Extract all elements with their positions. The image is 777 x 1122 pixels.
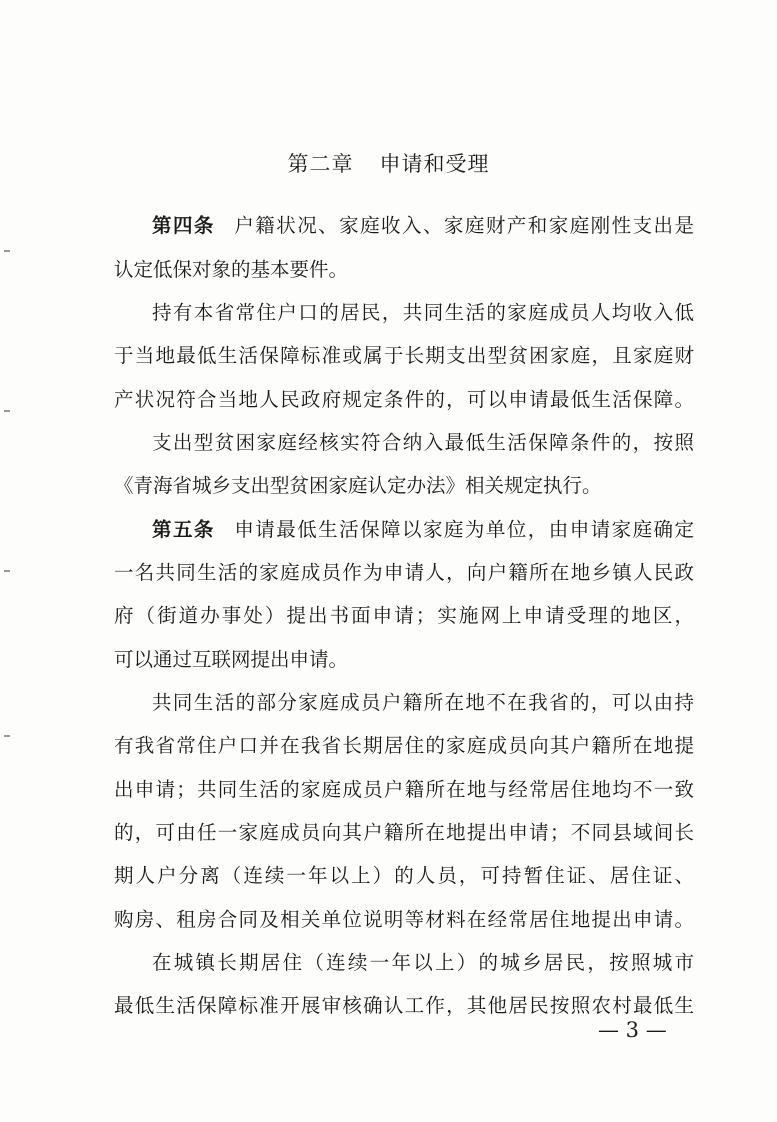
- scan-mark: [4, 735, 10, 737]
- paragraph-line: 府（街道办事处）提出书面申请；实施网上申请受理的地区，: [114, 604, 694, 627]
- page-number: — 3 —: [598, 1018, 667, 1042]
- article-4-label: 第四条: [152, 214, 215, 237]
- paragraph-line: 持有本省常住户口的居民，共同生活的家庭成员人均收入低: [152, 301, 694, 324]
- paragraph-line: 有我省常住户口并在我省长期居住的家庭成员向其户籍所在地提: [114, 734, 694, 757]
- paragraph-line: 期人户分离（连续一年以上）的人员，可持暂住证、居住证、: [114, 864, 694, 887]
- paragraph-line: 共同生活的部分家庭成员户籍所在地不在我省的，可以由持: [152, 691, 694, 714]
- paragraph-line: 一名共同生活的家庭成员作为申请人，向户籍所在地乡镇人民政: [114, 561, 694, 584]
- article-5-line-1: 第五条 申请最低生活保障以家庭为单位，由申请家庭确定: [152, 518, 694, 541]
- article-5-label: 第五条: [152, 518, 215, 541]
- chapter-name: 申请和受理: [379, 152, 490, 176]
- paragraph-line: 在城镇长期居住（连续一年以上）的城乡居民，按照城市: [152, 951, 694, 974]
- scan-mark: [4, 250, 10, 252]
- paragraph-line: 支出型贫困家庭经核实符合纳入最低生活保障条件的，按照: [152, 431, 694, 454]
- paragraph-line: 最低生活保障标准开展审核确认工作，其他居民按照农村最低生: [114, 994, 694, 1017]
- article-4-line-2: 认定低保对象的基本要件。: [114, 258, 349, 281]
- paragraph-line: 的，可由任一家庭成员向其户籍所在地提出申请；不同县域间长: [114, 821, 694, 844]
- paragraph-line: 可以通过互联网提出申请。: [114, 648, 349, 671]
- scan-mark: [4, 570, 10, 572]
- chapter-number: 第二章: [287, 152, 354, 176]
- article-4-line-1: 第四条 户籍状况、家庭收入、家庭财产和家庭刚性支出是: [152, 214, 694, 237]
- scan-mark: [4, 410, 10, 412]
- chapter-title: [0, 148, 777, 178]
- paragraph-line: 《青海省城乡支出型贫困家庭认定办法》相关规定执行。: [114, 474, 602, 497]
- paragraph-line: 于当地最低生活保障标准或属于长期支出型贫困家庭，且家庭财: [114, 344, 694, 367]
- paragraph-line: 产状况符合当地人民政府规定条件的，可以申请最低生活保障。: [114, 388, 694, 411]
- paragraph-line: 出申请；共同生活的家庭成员户籍所在地与经常居住地均不一致: [114, 778, 694, 801]
- paragraph-line: 购房、租房合同及相关单位说明等材料在经常居住地提出申请。: [114, 908, 694, 931]
